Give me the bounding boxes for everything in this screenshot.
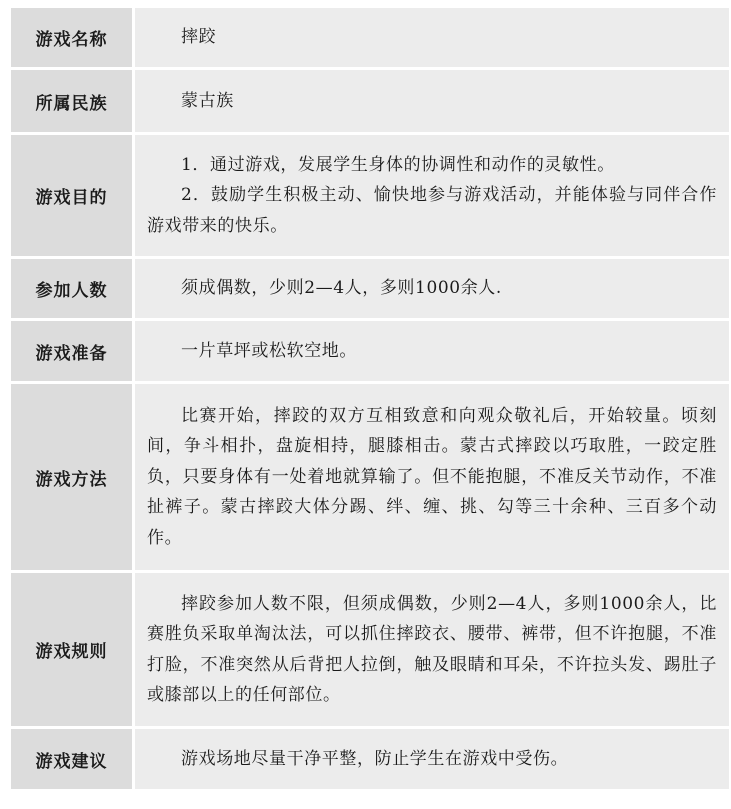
row-value xyxy=(135,259,729,318)
table-row-method xyxy=(11,384,729,573)
game-info-table xyxy=(11,8,729,789)
value-paragraph: 摔跤参加人数不限，但须成偶数，少则2—4人，多则1000余人，比赛胜负采取单淘汰法，可以抓住摔跤衣、腰带、裤带，但不许抱腿，不准打脸，不准突然从后背把人拉倒，触及眼睛和耳朵，不许拉头发、踢肚子或膝部以上的任何部位。 xyxy=(147,593,717,705)
table-row-game-name xyxy=(11,8,729,70)
row-label: 游戏准备 xyxy=(11,321,135,381)
row-value xyxy=(135,321,729,381)
table-row-game-purpose xyxy=(11,135,729,259)
value-paragraph: 比赛开始，摔跤的双方互相致意和向观众敬礼后，开始较量。顷刻间，争斗相扑，盘旋相持，腿膝相击。蒙古式摔跤以巧取胜，一跤定胜负，只要身体有一处着地就算输了。但不能抱腿，不准反关节动作，不准扯裤子。蒙古摔跤大体分踢、绊、缠、挑、勾等三十余种、三百多个动作。 xyxy=(147,405,717,548)
row-value xyxy=(135,573,729,726)
row-label: 游戏名称 xyxy=(11,8,135,67)
row-value xyxy=(135,135,729,256)
value-paragraph: 蒙古族 xyxy=(181,90,234,111)
table-row-rules xyxy=(11,573,729,729)
row-value xyxy=(135,8,729,67)
row-label: 游戏规则 xyxy=(11,573,135,726)
row-label: 游戏建议 xyxy=(11,729,135,789)
row-label: 游戏目的 xyxy=(11,135,135,256)
row-value xyxy=(135,729,729,789)
table-row-ethnic-group xyxy=(11,70,729,135)
row-label: 所属民族 xyxy=(11,70,135,132)
row-value xyxy=(135,384,729,570)
row-label: 游戏方法 xyxy=(11,384,135,570)
table-row-participants xyxy=(11,259,729,321)
table-row-suggestions xyxy=(11,729,729,789)
value-paragraph: 须成偶数，少则2—4人，多则1000余人. xyxy=(181,278,502,299)
value-paragraph: 游戏场地尽量干净平整，防止学生在游戏中受伤。 xyxy=(181,748,569,769)
value-paragraph: 2．鼓励学生积极主动、愉快地参与游戏活动，并能体验与同伴合作游戏带来的快乐。 xyxy=(147,185,717,236)
value-paragraph: 摔跤 xyxy=(181,27,217,48)
value-paragraph: 1．通过游戏，发展学生身体的协调性和动作的灵敏性。 xyxy=(181,154,615,175)
table-row-preparation xyxy=(11,321,729,384)
row-label: 参加人数 xyxy=(11,259,135,318)
value-paragraph: 一片草坪或松软空地。 xyxy=(181,340,357,361)
row-value xyxy=(135,70,729,132)
